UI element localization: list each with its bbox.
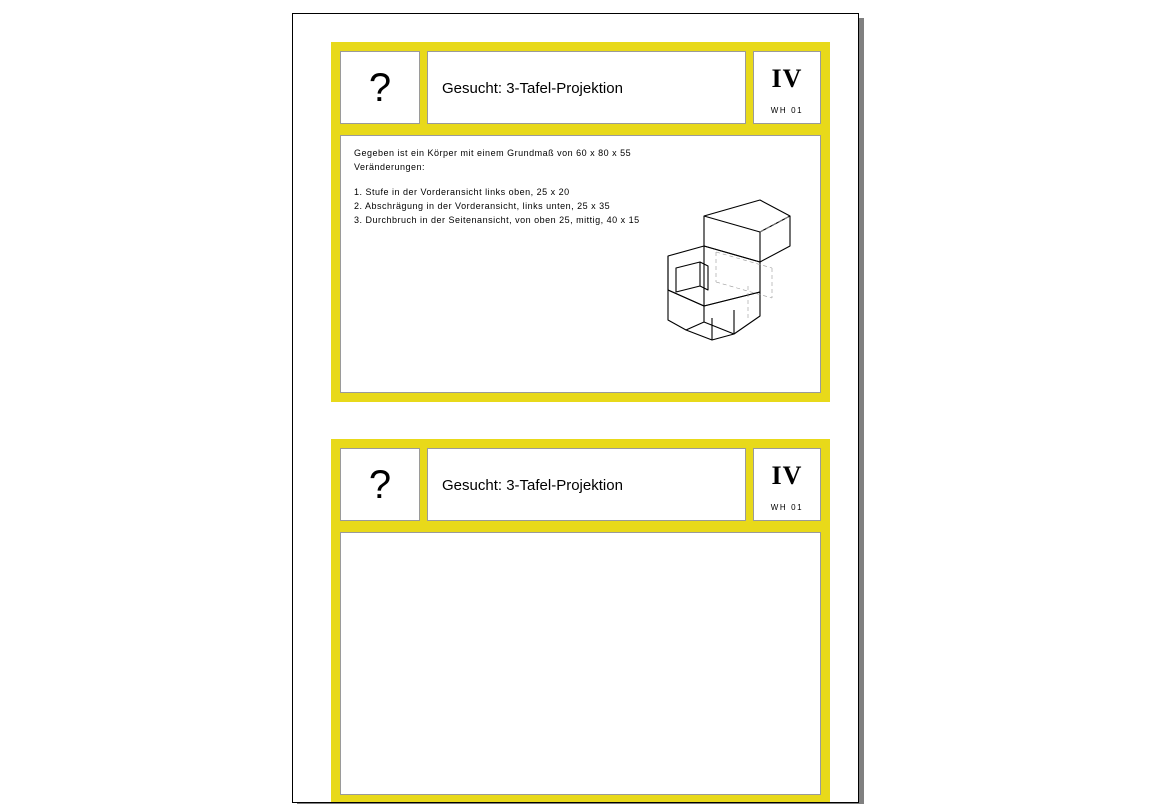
card-1-task-text (354, 146, 640, 227)
task-item-2: 2. Abschrägung in der Vorderansicht, links unten, 25 x 35 (354, 201, 611, 211)
card-1-title-box (427, 51, 746, 124)
card-2-body (340, 532, 821, 795)
card-2-code: WH 01 (770, 503, 804, 512)
card-2-title-box (427, 448, 746, 521)
card-1-header (340, 51, 821, 124)
card-2-number-box (753, 448, 821, 521)
card-2-title: Gesucht: 3-Tafel-Projektion (442, 477, 623, 494)
task-item-1: 1. Stufe in der Vorderansicht links oben, 25 x 20 (354, 187, 570, 197)
card-1-code: WH 01 (770, 106, 804, 115)
card-1-roman-number: IV (771, 64, 803, 93)
isometric-body-svg (656, 194, 816, 374)
card-2-question-box (340, 448, 420, 521)
question-mark-icon: ? (368, 66, 392, 110)
card-1-number-box (753, 51, 821, 124)
task-intro-line-1: Gegeben ist ein Körper mit einem Grundmaß von 60 x 80 x 55 (354, 148, 632, 158)
task-intro-line-2: Veränderungen: (354, 162, 426, 172)
task-item-3: 3. Durchbruch in der Seitenansicht, von oben 25, mittig, 40 x 15 (354, 215, 640, 225)
question-mark-icon: ? (368, 463, 392, 507)
card-1-title: Gesucht: 3-Tafel-Projektion (442, 80, 623, 97)
exercise-card-2[interactable] (331, 439, 830, 803)
card-1-body (340, 135, 821, 393)
card-1-question-box (340, 51, 420, 124)
exercise-card-1[interactable] (331, 42, 830, 402)
card-2-header (340, 448, 821, 521)
document-sheet (292, 13, 859, 803)
isometric-drawing (656, 194, 816, 374)
card-2-roman-number: IV (771, 461, 803, 490)
